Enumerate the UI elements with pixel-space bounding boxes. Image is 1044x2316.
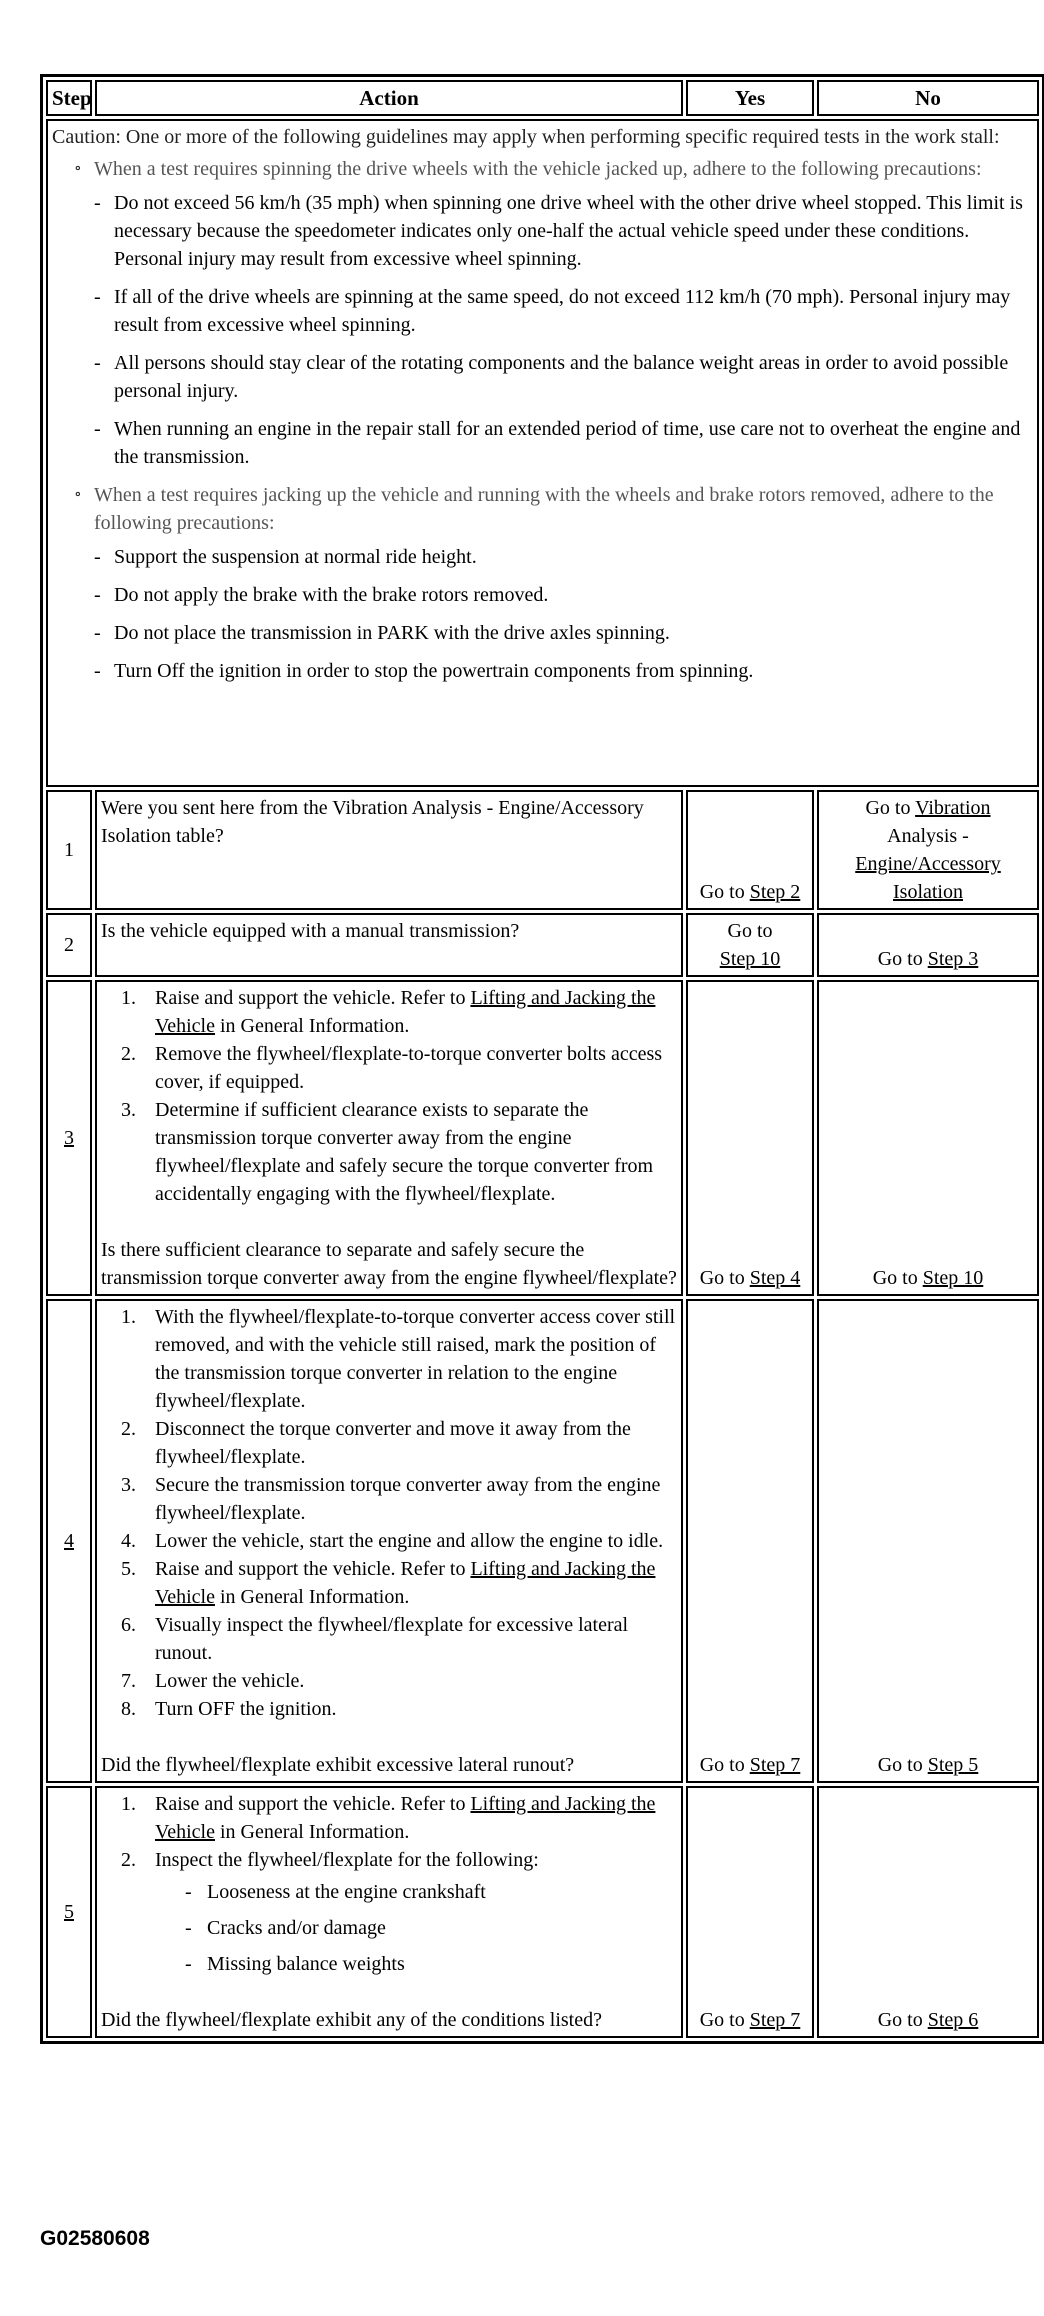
step-5-link[interactable]: Step 5 [927, 1754, 979, 1776]
bullet-icon: ∘ [74, 486, 82, 503]
condition-list [155, 1878, 677, 1978]
step-action [95, 1299, 683, 1783]
step-3-anchor[interactable]: 3 [64, 1127, 74, 1149]
instruction-text: Raise and support the vehicle. Refer to [155, 1558, 466, 1580]
bullet-icon: ∘ [74, 160, 82, 177]
step-10-link[interactable]: Step 10 [922, 1267, 984, 1289]
precaution-item [94, 657, 1033, 685]
condition-text: Looseness at the engine crankshaft [207, 1881, 486, 1903]
condition-text: Missing balance weights [207, 1953, 405, 1975]
yes-cell [686, 1299, 814, 1783]
item-number: 4. [121, 1530, 136, 1552]
yes-cell [686, 790, 814, 910]
item-number: 2. [121, 1849, 136, 1871]
item-number: 2. [121, 1043, 136, 1065]
precaution-text: Turn Off the ignition in order to stop the powertrain components from spinning. [114, 660, 754, 682]
lifting-jacking-link[interactable]: Lifting and Jacking the Vehicle [155, 1793, 656, 1843]
instruction-text: Secure the transmission torque converter away from the engine flywheel/flexplate. [155, 1474, 661, 1524]
instruction-list [101, 984, 677, 1208]
header-action: Action [95, 80, 683, 116]
step-action [95, 1786, 683, 2038]
step-6-link[interactable]: Step 6 [927, 2009, 979, 2031]
precaution-text: Do not apply the brake with the brake rotors removed. [114, 584, 549, 606]
step-question: Did the flywheel/flexplate exhibit excessive lateral runout? [101, 1754, 575, 1776]
link-text: Analysis - [887, 825, 969, 847]
instruction-item [121, 984, 677, 1040]
instruction-item [121, 1040, 677, 1096]
instruction-text: in General Information. [219, 1821, 410, 1843]
go-to-text: Go to [877, 1754, 923, 1776]
no-cell [817, 1786, 1039, 2038]
step-7-link[interactable]: Step 7 [749, 1754, 801, 1776]
item-number: 5. [121, 1558, 136, 1580]
precaution-item [94, 619, 1033, 647]
precaution-item [94, 349, 1033, 405]
step-number: 1 [46, 790, 92, 910]
condition-item [185, 1914, 677, 1942]
precaution-item [94, 543, 1033, 571]
item-number: 3. [121, 1099, 136, 1121]
table-row [46, 1299, 1039, 1783]
step-number [46, 1786, 92, 2038]
caution-groups [52, 155, 1033, 685]
step-action: Were you sent here from the Vibration Analysis - Engine/Accessory Isolation table? [95, 790, 683, 910]
table-row [46, 1786, 1039, 2038]
precaution-text: Support the suspension at normal ride height. [114, 546, 477, 568]
no-cell [817, 980, 1039, 1296]
header-step: Step [46, 80, 92, 116]
dash-mark: - [94, 286, 101, 308]
go-to-text: Go to [699, 881, 745, 903]
step-number [46, 1299, 92, 1783]
item-number: 1. [121, 1793, 136, 1815]
condition-item [185, 1878, 677, 1906]
instruction-item [121, 1695, 677, 1723]
step-4-anchor[interactable]: 4 [64, 1530, 74, 1552]
dash-mark: - [94, 584, 101, 606]
go-to-text: Go to [727, 920, 773, 942]
yes-cell [686, 913, 814, 977]
caution-group [74, 155, 1033, 471]
step-action: Is the vehicle equipped with a manual transmission? [95, 913, 683, 977]
step-4-link[interactable]: Step 4 [749, 1267, 801, 1289]
item-number: 6. [121, 1614, 136, 1636]
go-to-text: Go to [865, 797, 911, 819]
diagnostic-table [40, 74, 1044, 2044]
step-2-link[interactable]: Step 2 [749, 881, 801, 903]
no-cell [817, 913, 1039, 977]
precaution-item [94, 581, 1033, 609]
vibration-analysis-link[interactable]: Vibration [915, 797, 991, 819]
instruction-item [121, 1415, 677, 1471]
caution-group-text: When a test requires spinning the drive wheels with the vehicle jacked up, adhere to the following precautions: [94, 158, 982, 180]
go-to-text: Go to [699, 2009, 745, 2031]
instruction-item [121, 1611, 677, 1667]
precaution-item [94, 283, 1033, 339]
item-number: 8. [121, 1698, 136, 1720]
instruction-list [101, 1790, 677, 1978]
item-number: 1. [121, 987, 136, 1009]
dash-mark: - [94, 352, 101, 374]
item-number: 2. [121, 1418, 136, 1440]
figure-id: G02580608 [40, 2227, 150, 2250]
header-yes: Yes [686, 80, 814, 116]
table-row [46, 790, 1039, 910]
precaution-text: All persons should stay clear of the rotating components and the balance weight areas in order to avoid possible personal injury. [114, 352, 1009, 402]
no-cell [817, 790, 1039, 910]
dash-mark: - [94, 192, 101, 214]
go-to-text: Go to [699, 1754, 745, 1776]
go-to-text: Go to [699, 1267, 745, 1289]
step-7-link[interactable]: Step 7 [749, 2009, 801, 2031]
dash-mark: - [185, 1953, 192, 1975]
instruction-text: Turn OFF the ignition. [155, 1698, 337, 1720]
instruction-text: Visually inspect the flywheel/flexplate for excessive lateral runout. [155, 1614, 629, 1664]
go-to-text: Go to [877, 2009, 923, 2031]
instruction-text: Raise and support the vehicle. Refer to [155, 987, 466, 1009]
go-to-text: Go to [877, 948, 923, 970]
instruction-text: Remove the flywheel/flexplate-to-torque converter bolts access cover, if equipped. [155, 1043, 663, 1093]
step-3-link[interactable]: Step 3 [927, 948, 979, 970]
instruction-list [101, 1303, 677, 1723]
instruction-item [121, 1527, 677, 1555]
procedure-page [40, 74, 1023, 2044]
item-number: 7. [121, 1670, 136, 1692]
go-to-text: Go to [872, 1267, 918, 1289]
step-action [95, 980, 683, 1296]
lifting-jacking-link[interactable]: Lifting and Jacking the Vehicle [155, 987, 656, 1037]
instruction-item [121, 1790, 677, 1846]
instruction-text: in General Information. [219, 1015, 410, 1037]
precaution-item [94, 189, 1033, 273]
caution-group-text: When a test requires jacking up the vehicle and running with the wheels and brake rotors removed, adhere to the following precautions: [94, 484, 994, 534]
condition-item [185, 1950, 677, 1978]
instruction-text: Inspect the flywheel/flexplate for the following: [155, 1849, 539, 1871]
step-question: Did the flywheel/flexplate exhibit any of the conditions listed? [101, 2009, 602, 2031]
step-number [46, 980, 92, 1296]
instruction-item [121, 1667, 677, 1695]
precaution-text: Do not place the transmission in PARK with the drive axles spinning. [114, 622, 670, 644]
yes-cell [686, 980, 814, 1296]
instruction-item [121, 1471, 677, 1527]
table-row [46, 913, 1039, 977]
precaution-list [94, 543, 1033, 685]
isolation-link[interactable]: Isolation [893, 881, 963, 903]
lifting-jacking-link[interactable]: Lifting and Jacking the Vehicle [155, 1558, 656, 1608]
instruction-text: in General Information. [219, 1586, 410, 1608]
precaution-list [94, 189, 1033, 471]
precaution-text: If all of the drive wheels are spinning at the same speed, do not exceed 112 km/h (70 mph). Personal injury may result from excessive wheel spinning. [114, 286, 1011, 336]
step-number: 2 [46, 913, 92, 977]
caution-row [46, 119, 1039, 787]
caution-cell [46, 119, 1039, 787]
precaution-text: When running an engine in the repair stall for an extended period of time, use care not to overheat the engine and the transmission. [114, 418, 1021, 468]
instruction-item [121, 1303, 677, 1415]
dash-mark: - [94, 546, 101, 568]
step-question: Is there sufficient clearance to separate and safely secure the transmission torque converter away from the engine flywheel/flexplate? [101, 1239, 677, 1289]
dash-mark: - [94, 660, 101, 682]
precaution-text: Do not exceed 56 km/h (35 mph) when spinning one drive wheel with the other drive wheel stopped. This limit is necessary because the speedometer indicates only one-half the actual vehicle speed under these conditions. Personal injury may result from excessive wheel spinning. [114, 192, 1023, 270]
step-5-anchor[interactable]: 5 [64, 1901, 74, 1923]
instruction-text: Determine if sufficient clearance exists to separate the transmission torque converter away from the engine flywheel/flexplate and safely secure the torque converter from accidentally engaging with the flywheel/flexplate. [155, 1099, 654, 1205]
yes-cell [686, 1786, 814, 2038]
dash-mark: - [185, 1881, 192, 1903]
no-cell [817, 1299, 1039, 1783]
item-number: 3. [121, 1474, 136, 1496]
step-10-link[interactable]: Step 10 [719, 948, 781, 970]
instruction-item [121, 1846, 677, 1978]
instruction-text: Lower the vehicle, start the engine and allow the engine to idle. [155, 1530, 664, 1552]
item-number: 1. [121, 1306, 136, 1328]
instruction-text: With the flywheel/flexplate-to-torque converter access cover still removed, and with the vehicle still raised, mark the position of the transmission torque converter in relation to the engine flywheel/flexplate. [155, 1306, 676, 1412]
dash-mark: - [185, 1917, 192, 1939]
caution-group [74, 481, 1033, 685]
instruction-text: Disconnect the torque converter and move it away from the flywheel/flexplate. [155, 1418, 631, 1468]
dash-mark: - [94, 622, 101, 644]
table-row [46, 980, 1039, 1296]
header-no: No [817, 80, 1039, 116]
caution-lead: Caution: One or more of the following guidelines may apply when performing specific required tests in the work stall: [52, 126, 1000, 148]
instruction-item [121, 1555, 677, 1611]
condition-text: Cracks and/or damage [207, 1917, 386, 1939]
engine-accessory-link[interactable]: Engine/Accessory [855, 853, 1001, 875]
precaution-item [94, 415, 1033, 471]
table-header-row [46, 80, 1039, 116]
instruction-text: Lower the vehicle. [155, 1670, 305, 1692]
dash-mark: - [94, 418, 101, 440]
instruction-text: Raise and support the vehicle. Refer to [155, 1793, 466, 1815]
instruction-item [121, 1096, 677, 1208]
